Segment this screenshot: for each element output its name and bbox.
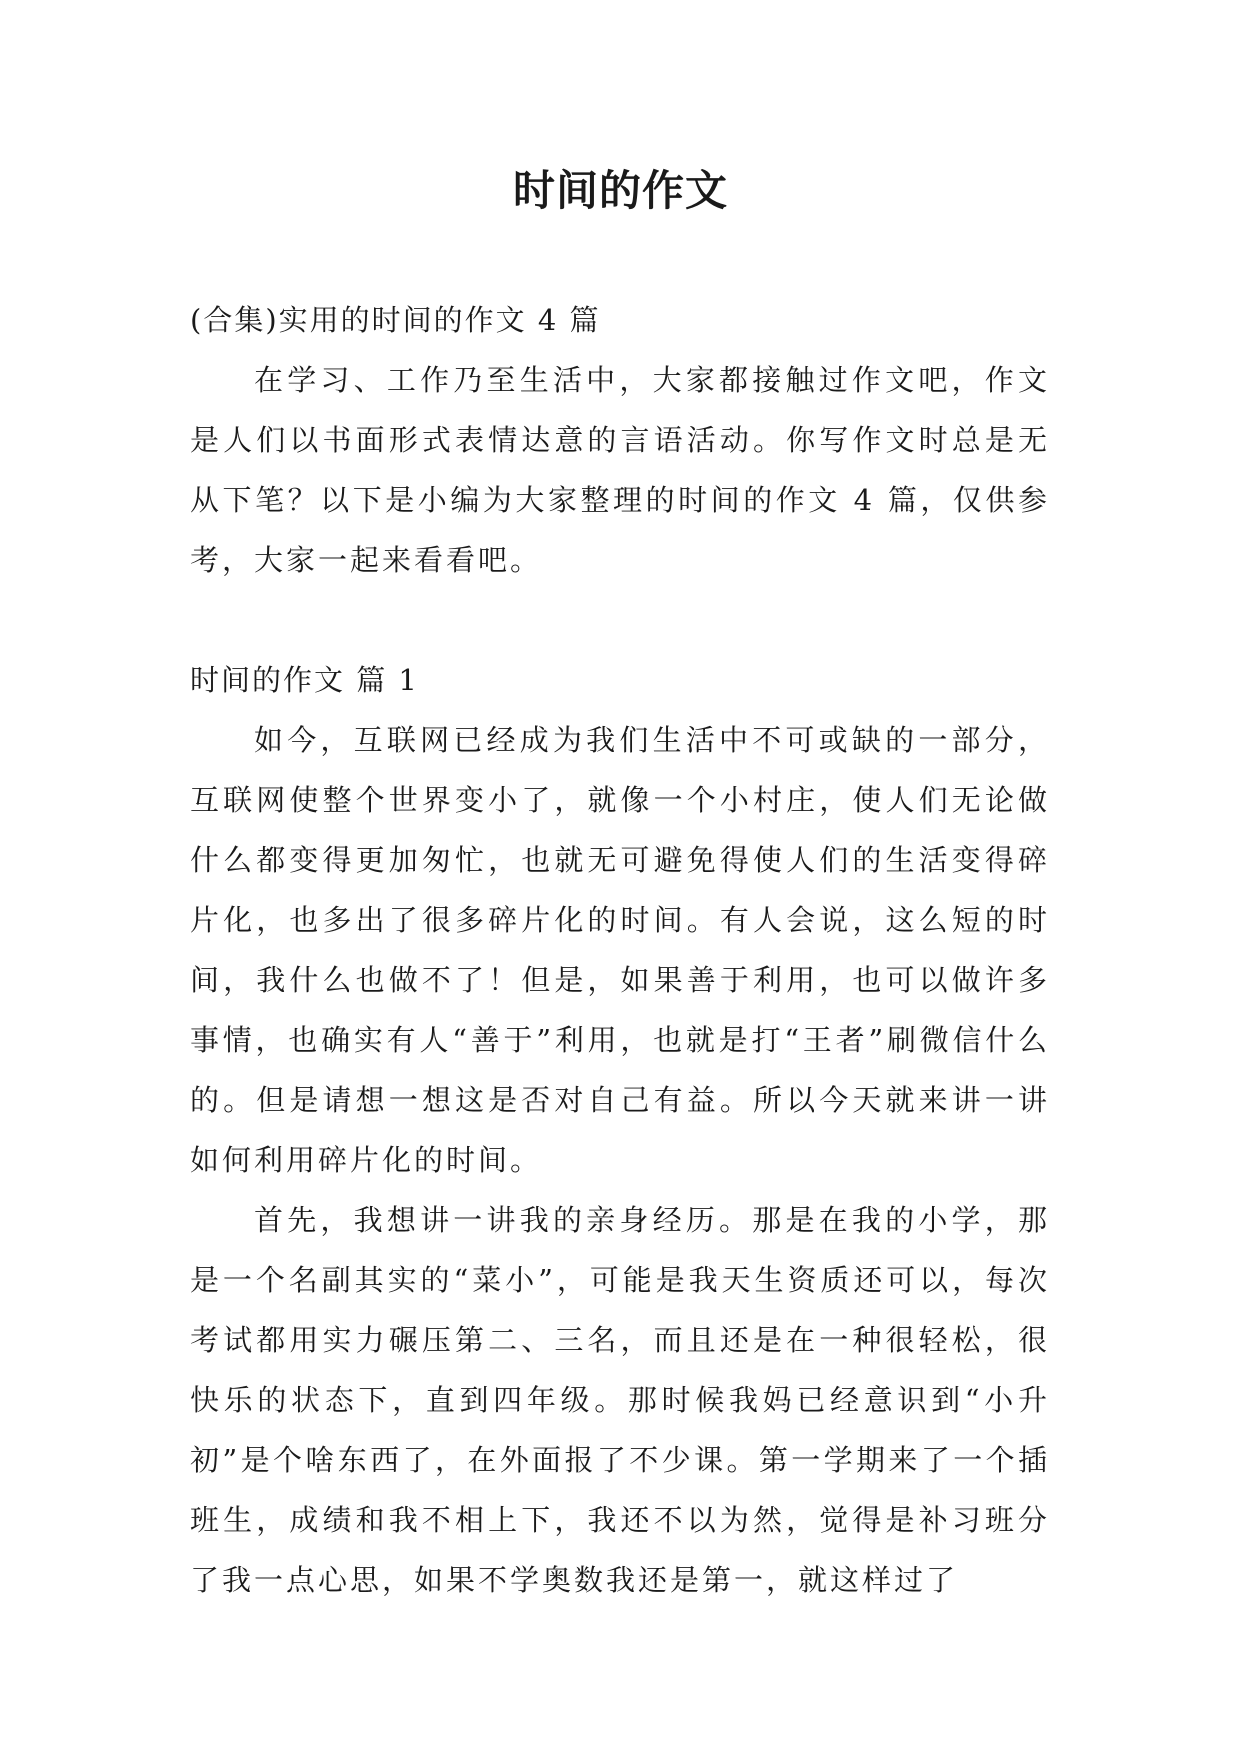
intro-paragraph: 在学习、工作乃至生活中，大家都接触过作文吧，作文是人们以书面形式表情达意的言语活动。你写作文时总是无从下笔？以下是小编为大家整理的时间的作文 4 篇，仅供参考，大家一起来看看吧。 — [190, 363, 1050, 577]
body-paragraph: 首先，我想讲一讲我的亲身经历。那是在我的小学，那是一个名副其实的“菜小”，可能是我天生资质还可以，每次考试都用实力碾压第二、三名，而且还是在一种很轻松，很快乐的状态下，直到四年级。那时候我妈已经意识到“小升初”是个啥东西了，在外面报了不少课。第一学期来了一个插班生，成绩和我不相上下，我还不以为然，觉得是补习班分了我一点心思，如果不学奥数我还是第一，就这样过了 — [190, 1203, 1050, 1597]
body-paragraph: 如今，互联网已经成为我们生活中不可或缺的一部分，互联网使整个世界变小了，就像一个小村庄，使人们无论做什么都变得更加匆忙，也就无可避免得使人们的生活变得碎片化，也多出了很多碎片化的时间。有人会说，这么短的时间，我什么也做不了！但是，如果善于利用，也可以做许多事情，也确实有人“善于”利用，也就是打“王者”刷微信什么的。但是请想一想这是否对自己有益。所以今天就来讲一讲如何利用碎片化的时间。 — [190, 723, 1050, 1177]
document-body — [190, 290, 1050, 1610]
section-heading: 时间的作文 篇 1 — [190, 663, 419, 697]
section-spacer — [190, 590, 1050, 650]
collection-subtitle: (合集)实用的时间的作文 4 篇 — [190, 303, 601, 337]
document-title: 时间的作文 — [512, 166, 728, 215]
